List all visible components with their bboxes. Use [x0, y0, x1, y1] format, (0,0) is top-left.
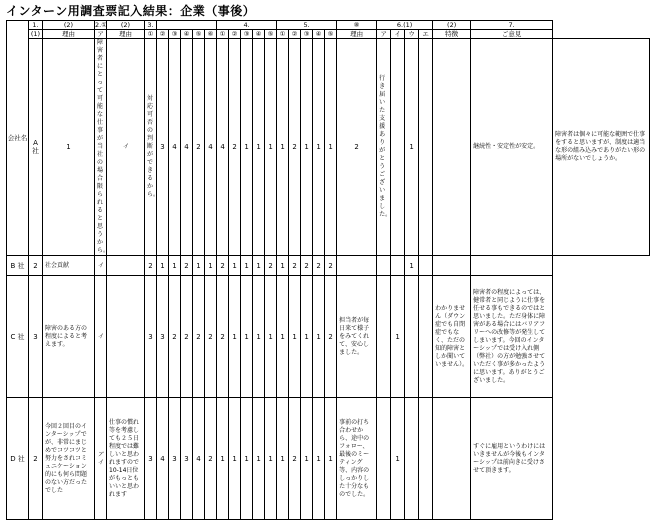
q3-cell: 3 — [145, 276, 157, 398]
header-q3-sub-4: ④ — [181, 30, 193, 39]
company-cell: D 社 — [7, 398, 29, 520]
q5-cell: 1 — [301, 39, 313, 256]
q5-cell: 2 — [301, 256, 313, 276]
header-q4-sub-4: ④ — [253, 30, 265, 39]
q6-cell: 1 — [391, 398, 405, 520]
q4-cell: 1 — [217, 398, 229, 520]
q3-cell: 4 — [181, 39, 193, 256]
header-q5: 5. — [277, 21, 337, 30]
q5-cell: 1 — [313, 398, 325, 520]
feature-cell — [433, 398, 471, 520]
q5-reason-cell — [337, 256, 377, 276]
header-q6-2-sub: 特徴 — [433, 30, 471, 39]
opinion-cell: 障害者は個々に可能な範囲で仕事をすると思いますが、制度は適当な形の組み込みでありがたい形の場所がないでしょうか。 — [553, 39, 650, 256]
header-q1-2: (2) — [43, 21, 95, 30]
q2-reason-cell — [107, 276, 145, 398]
q5-cell: 1 — [277, 398, 289, 520]
q1-cell: 3 — [29, 276, 43, 398]
q3-cell: 2 — [193, 39, 205, 256]
q5-cell: 1 — [301, 398, 313, 520]
q2-reason-cell: 仕事の慣れ等を考慮しても２５日程度では難しいと思われますので10-14日位がもっともいいと思われます — [107, 398, 145, 520]
results-table — [6, 20, 650, 520]
feature-cell — [433, 256, 471, 276]
q3-cell: 4 — [157, 398, 169, 520]
q6-cell — [405, 276, 419, 398]
header-q4: 4. — [217, 21, 277, 30]
q4-cell: 1 — [253, 398, 265, 520]
header-q6-e: エ — [419, 30, 433, 39]
reason-cell: 障害のある方の程度によると考えます。 — [43, 276, 95, 398]
header-q7: 7. — [471, 21, 553, 30]
table-row — [7, 39, 650, 256]
header-q5-sub-2: ② — [289, 30, 301, 39]
q6-cell: 1 — [405, 256, 419, 276]
q4-cell: 2 — [265, 256, 277, 276]
table-row — [7, 276, 650, 398]
q2-cell: イ — [107, 39, 145, 256]
header-q1: 1. — [29, 21, 43, 30]
header-q3-sub-6: ⑥ — [205, 30, 217, 39]
header-q6-a: ア — [377, 30, 391, 39]
q4-cell: 1 — [253, 276, 265, 398]
feature-cell: 継続性・安定性が安定。 — [471, 39, 553, 256]
q4-cell: 1 — [229, 256, 241, 276]
q3-cell: 4 — [217, 39, 229, 256]
q4-cell: 1 — [265, 276, 277, 398]
header-q5-sub-4: ④ — [313, 30, 325, 39]
q3-cell: 3 — [169, 398, 181, 520]
reason-cell: 今回２回目のインターシップでが、非常にまじめでコツコツと努力をされコミュニケーション的にも何ら問題のない方だったでした — [43, 398, 95, 520]
header-q2-2: (2) — [107, 21, 145, 30]
header-q3-sub-5: ⑤ — [193, 30, 205, 39]
q4-cell: 1 — [253, 39, 265, 256]
q2-reason-cell — [107, 256, 145, 276]
header-q6-u: ウ — [405, 30, 419, 39]
header-q2-2-sub: 理由 — [107, 30, 145, 39]
q6-cell: 1 — [405, 39, 419, 256]
q5-cell: 2 — [337, 39, 377, 256]
q4-cell: 1 — [241, 276, 253, 398]
q5-cell: 1 — [277, 256, 289, 276]
q6-cell — [405, 398, 419, 520]
q4-cell: 2 — [229, 39, 241, 256]
q2-cell: アイ — [95, 398, 107, 520]
header-q3-sub-3: ③ — [169, 30, 181, 39]
q4-cell: 2 — [217, 276, 229, 398]
header-q5-sub-5: ⑤ — [325, 30, 337, 39]
q5-cell: 1 — [313, 276, 325, 398]
header-q3-sub-2: ② — [157, 30, 169, 39]
q6-cell — [419, 39, 433, 256]
header-q7-sub: ご意見 — [471, 30, 553, 39]
header-q6-i: イ — [391, 30, 405, 39]
q3-cell: 3 — [157, 39, 169, 256]
q1-cell: 2 — [29, 398, 43, 520]
q3-cell: 2 — [205, 276, 217, 398]
header-q1-sub: (1) — [29, 30, 43, 39]
q1-cell: 1 — [43, 39, 95, 256]
q4-cell: 1 — [229, 398, 241, 520]
header-q1-2-sub: 理由 — [43, 30, 95, 39]
q5-cell: 2 — [325, 276, 337, 398]
q4-cell: 1 — [253, 256, 265, 276]
q5-cell: 2 — [289, 256, 301, 276]
q6-cell — [377, 256, 391, 276]
header-q4-sub-5: ⑤ — [265, 30, 277, 39]
q5-cell: 1 — [325, 398, 337, 520]
q2-reason-cell: 対応可否の判断ができるから。 — [145, 39, 157, 256]
reason-cell: 障害者にとって可能な仕事が当社の場合限られると思うから。 — [95, 39, 107, 256]
reason-cell: 社会貢献 — [43, 256, 95, 276]
q5-reason-cell: 事前の打ち合わせから、途中のフォロー、最後のミーティング等、内容のしっかりした十分なものでした。 — [337, 398, 377, 520]
q3-cell: 2 — [181, 276, 193, 398]
feature-cell: わかりません（ダウン症でも自閉症でもなく、ただの知的障害としか聞いていません）。 — [433, 276, 471, 398]
table-row — [7, 398, 650, 520]
q3-cell: 4 — [193, 398, 205, 520]
opinion-cell: すぐに雇用というわけにはいきませんが今後もインターシップは前向きに受けさせて頂きます。 — [471, 398, 553, 520]
q5-reason-cell: 行き届いた支援ありがとうございました。 — [377, 39, 391, 256]
q5-cell: 2 — [325, 256, 337, 276]
q5-cell: 1 — [313, 39, 325, 256]
q3-cell: 2 — [181, 256, 193, 276]
company-cell: A 社 — [29, 39, 43, 256]
q6-cell — [419, 398, 433, 520]
page-title: インターン用調査票記入結果：企業（事後） — [6, 4, 256, 18]
q3-cell: 2 — [205, 398, 217, 520]
q6-cell — [419, 256, 433, 276]
q5-cell: 1 — [289, 276, 301, 398]
q6-cell — [391, 39, 405, 256]
header-q3-blank — [157, 21, 217, 30]
header-q4-sub-2: ② — [229, 30, 241, 39]
q5-cell: 2 — [289, 398, 301, 520]
q3-cell: 4 — [205, 39, 217, 256]
company-cell: C 社 — [7, 276, 29, 398]
q3-cell: 4 — [169, 39, 181, 256]
header-q5-sub-1: ① — [277, 30, 289, 39]
q4-cell: 1 — [241, 256, 253, 276]
q3-cell: 2 — [193, 276, 205, 398]
q6-cell: 1 — [391, 276, 405, 398]
q3-cell: 2 — [145, 256, 157, 276]
q3-cell: 3 — [145, 398, 157, 520]
header-q6-2: (2) — [433, 21, 471, 30]
header-q5-sub-3: ③ — [301, 30, 313, 39]
q4-cell: 1 — [241, 39, 253, 256]
header-q2-sub: ア — [95, 30, 107, 39]
q3-cell: 1 — [205, 256, 217, 276]
q3-cell: 3 — [157, 276, 169, 398]
header-q5-8: ⑧ — [337, 21, 377, 30]
q3-cell: 1 — [193, 256, 205, 276]
q6-cell — [377, 276, 391, 398]
header-q3: 3. — [145, 21, 157, 30]
q4-cell: 1 — [277, 39, 289, 256]
q3-cell: 2 — [169, 276, 181, 398]
q5-cell: 2 — [289, 39, 301, 256]
q3-cell: 1 — [169, 256, 181, 276]
q6-cell — [433, 39, 471, 256]
q4-cell: 1 — [241, 398, 253, 520]
q6-cell — [419, 276, 433, 398]
q2-cell: イ — [95, 256, 107, 276]
header-q4-sub-3: ③ — [241, 30, 253, 39]
opinion-cell — [471, 256, 553, 276]
company-cell: B 社 — [7, 256, 29, 276]
q6-cell — [377, 398, 391, 520]
q4-cell: 1 — [229, 276, 241, 398]
q3-cell: 3 — [181, 398, 193, 520]
q4-cell: 2 — [217, 256, 229, 276]
header-company: 会社名 — [7, 21, 29, 256]
q3-cell: 1 — [157, 256, 169, 276]
header-q4-sub-1: ① — [217, 30, 229, 39]
q5-cell: 1 — [301, 276, 313, 398]
opinion-cell: 障害者の程度によっては、健常者と同じように仕事を任せる事もできるのではと思いました。ただ身体に障害がある場合にはバリアフリーへの改修等が発生してしまいます。今回のインターシップでは受け入れ側（弊社）の方が勉強させていただく事が多かったように思います。ありがとうございました。 — [471, 276, 553, 398]
q5-cell: 1 — [325, 39, 337, 256]
q5-cell: 2 — [313, 256, 325, 276]
header-q2: 2.① — [95, 21, 108, 29]
q2-cell: イ — [95, 276, 107, 398]
header-q3-sub: ① — [145, 30, 157, 39]
table-row — [7, 256, 650, 276]
q5-reason-cell: 担当者が毎日来て様子をみてくれて、安心しました。 — [337, 276, 377, 398]
q6-cell — [391, 256, 405, 276]
q4-cell: 1 — [265, 398, 277, 520]
header-q5-8-sub: 理由 — [337, 30, 377, 39]
q4-cell: 1 — [265, 39, 277, 256]
header-q6: 6.(1) — [377, 21, 433, 30]
q1-cell: 2 — [29, 256, 43, 276]
q5-cell: 1 — [277, 276, 289, 398]
